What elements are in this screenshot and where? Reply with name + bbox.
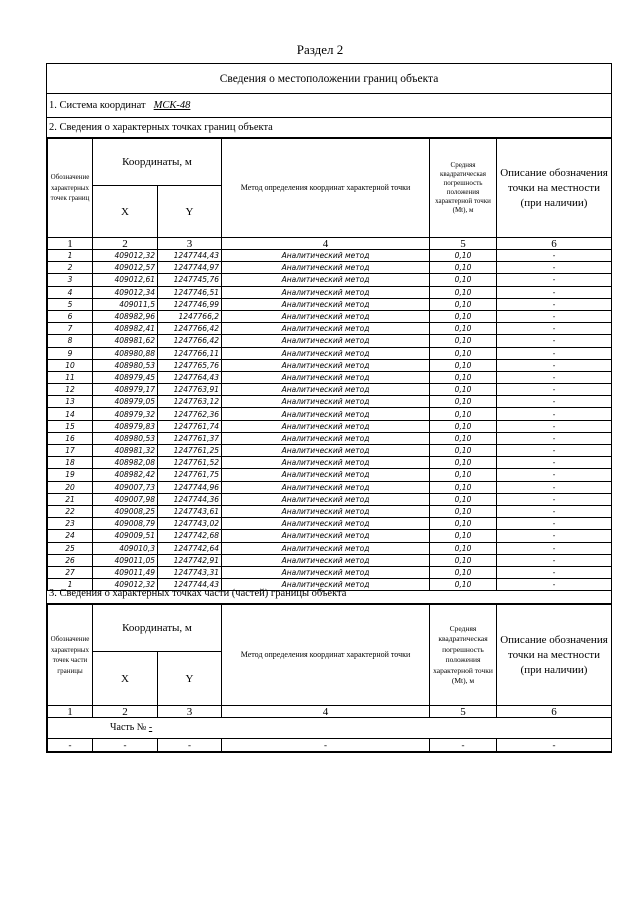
point-id: 19 (48, 469, 93, 481)
point-error: 0,10 (430, 493, 497, 505)
point-x: 409012,57 (93, 262, 158, 274)
point-error: 0,10 (430, 323, 497, 335)
coord-system-value: МСК-48 (153, 100, 191, 111)
point-x: 409007,98 (93, 493, 158, 505)
table-row (48, 335, 612, 347)
point-error: 0,10 (430, 347, 497, 359)
empty-row (48, 739, 612, 752)
point-error: 0,10 (430, 335, 497, 347)
point-method: Аналитический метод (222, 566, 430, 578)
empty-cell: - (48, 739, 93, 752)
column-numbers-row (48, 238, 612, 250)
point-error: 0,10 (430, 566, 497, 578)
point-x: 409011,49 (93, 566, 158, 578)
table-row (48, 493, 612, 505)
point-method: Аналитический метод (222, 250, 430, 262)
part-label: Часть № (110, 722, 147, 733)
empty-cell: - (158, 739, 222, 752)
table-row (48, 518, 612, 530)
point-x: 408979,32 (93, 408, 158, 420)
point-method: Аналитический метод (222, 310, 430, 322)
point-error: 0,10 (430, 396, 497, 408)
point-desc: - (497, 420, 612, 432)
point-x: 409012,34 (93, 286, 158, 298)
points-body (48, 250, 612, 591)
point-desc: - (497, 371, 612, 383)
header-desc: Описание обозначения точки на местности (при наличии) (497, 139, 612, 238)
table-row (48, 469, 612, 481)
point-id: 21 (48, 493, 93, 505)
point-method: Аналитический метод (222, 542, 430, 554)
point-x: 408979,05 (93, 396, 158, 408)
point-id: 7 (48, 323, 93, 335)
point-desc: - (497, 542, 612, 554)
point-error: 0,10 (430, 469, 497, 481)
point-desc: - (497, 469, 612, 481)
point-method: Аналитический метод (222, 347, 430, 359)
point-x: 408980,88 (93, 347, 158, 359)
point-id: 15 (48, 420, 93, 432)
point-method: Аналитический метод (222, 554, 430, 566)
table-row (48, 566, 612, 578)
point-desc: - (497, 250, 612, 262)
point-y: 1247744,43 (158, 579, 222, 591)
point-x: 408982,42 (93, 469, 158, 481)
col-number: 3 (158, 706, 222, 718)
table-row (48, 408, 612, 420)
header3-x: X (93, 652, 158, 706)
point-y: 1247766,42 (158, 335, 222, 347)
point-error: 0,10 (430, 298, 497, 310)
col-number: 1 (48, 706, 93, 718)
point-method: Аналитический метод (222, 579, 430, 591)
point-desc: - (497, 396, 612, 408)
col-number: 2 (93, 706, 158, 718)
header3-y: Y (158, 652, 222, 706)
point-x: 409007,73 (93, 481, 158, 493)
point-x: 409012,32 (93, 579, 158, 591)
point-y: 1247765,76 (158, 359, 222, 371)
col-number: 4 (222, 706, 430, 718)
point-y: 1247742,68 (158, 530, 222, 542)
point-desc: - (497, 408, 612, 420)
point-y: 1247744,97 (158, 262, 222, 274)
point-x: 409008,25 (93, 505, 158, 517)
point-y: 1247764,43 (158, 371, 222, 383)
point-y: 1247743,61 (158, 505, 222, 517)
point-error: 0,10 (430, 505, 497, 517)
point-desc: - (497, 323, 612, 335)
table-row (48, 481, 612, 493)
table-row (48, 310, 612, 322)
point-y: 1247742,64 (158, 542, 222, 554)
part-row (48, 718, 612, 739)
point-method: Аналитический метод (222, 457, 430, 469)
point-x: 409012,61 (93, 274, 158, 286)
point-method: Аналитический метод (222, 530, 430, 542)
point-id: 24 (48, 530, 93, 542)
point-error: 0,10 (430, 408, 497, 420)
point-x: 409009,51 (93, 530, 158, 542)
point-id: 9 (48, 347, 93, 359)
point-error: 0,10 (430, 371, 497, 383)
point-desc: - (497, 505, 612, 517)
point-desc: - (497, 298, 612, 310)
point-method: Аналитический метод (222, 298, 430, 310)
part-cell (48, 718, 612, 739)
point-id: 11 (48, 371, 93, 383)
point-id: 23 (48, 518, 93, 530)
point-method: Аналитический метод (222, 262, 430, 274)
point-desc: - (497, 579, 612, 591)
point-desc: - (497, 347, 612, 359)
table-row (48, 445, 612, 457)
part-points-table (47, 604, 612, 752)
point-id: 5 (48, 298, 93, 310)
point-id: 18 (48, 457, 93, 469)
empty-cell: - (222, 739, 430, 752)
point-y: 1247742,91 (158, 554, 222, 566)
table-row (48, 384, 612, 396)
header3-desc: Описание обозначения точки на местности (при наличии) (497, 605, 612, 706)
point-y: 1247763,12 (158, 396, 222, 408)
point-x: 408981,62 (93, 335, 158, 347)
col-number: 2 (93, 238, 158, 250)
point-y: 1247744,96 (158, 481, 222, 493)
point-method: Аналитический метод (222, 371, 430, 383)
col-number: 6 (497, 238, 612, 250)
header3-coords: Координаты, м (93, 605, 222, 652)
point-error: 0,10 (430, 445, 497, 457)
point-y: 1247745,76 (158, 274, 222, 286)
point-error: 0,10 (430, 310, 497, 322)
table-row (48, 420, 612, 432)
page-title: Раздел 2 (296, 42, 344, 57)
point-desc: - (497, 493, 612, 505)
point-method: Аналитический метод (222, 384, 430, 396)
point-error: 0,10 (430, 274, 497, 286)
point-method: Аналитический метод (222, 420, 430, 432)
point-id: 16 (48, 432, 93, 444)
point-x: 409011,5 (93, 298, 158, 310)
point-id: 1 (48, 579, 93, 591)
point-error: 0,10 (430, 530, 497, 542)
table-row (48, 347, 612, 359)
point-method: Аналитический метод (222, 505, 430, 517)
main-frame (46, 63, 612, 753)
point-error: 0,10 (430, 542, 497, 554)
point-x: 408979,17 (93, 384, 158, 396)
point-error: 0,10 (430, 481, 497, 493)
point-desc: - (497, 335, 612, 347)
point-y: 1247761,25 (158, 445, 222, 457)
column-numbers-row-3 (48, 706, 612, 718)
point-id: 2 (48, 262, 93, 274)
header-error: Средняя квадратическая погрешность положения характерной точки (Mt), м (430, 139, 497, 238)
point-method: Аналитический метод (222, 359, 430, 371)
point-y: 1247761,52 (158, 457, 222, 469)
point-method: Аналитический метод (222, 274, 430, 286)
col-number: 6 (497, 706, 612, 718)
header-coords: Координаты, м (93, 139, 222, 186)
point-desc: - (497, 262, 612, 274)
point-id: 20 (48, 481, 93, 493)
point-error: 0,10 (430, 518, 497, 530)
point-x: 409012,32 (93, 250, 158, 262)
point-desc: - (497, 530, 612, 542)
point-desc: - (497, 554, 612, 566)
point-desc: - (497, 274, 612, 286)
point-error: 0,10 (430, 359, 497, 371)
point-id: 22 (48, 505, 93, 517)
table-row (48, 396, 612, 408)
header-method: Метод определения координат характерной точки (222, 139, 430, 238)
point-method: Аналитический метод (222, 396, 430, 408)
point-y: 1247743,02 (158, 518, 222, 530)
coord-system-label: 1. Система координат (49, 100, 146, 111)
point-error: 0,10 (430, 286, 497, 298)
point-method: Аналитический метод (222, 432, 430, 444)
point-y: 1247744,36 (158, 493, 222, 505)
point-y: 1247766,11 (158, 347, 222, 359)
coord-system-row (47, 94, 611, 118)
point-id: 4 (48, 286, 93, 298)
point-desc: - (497, 310, 612, 322)
header-x: X (93, 186, 158, 238)
point-id: 12 (48, 384, 93, 396)
col-number: 5 (430, 706, 497, 718)
point-error: 0,10 (430, 432, 497, 444)
header-point-name: Обозначение характерных точек границ (48, 139, 93, 238)
point-desc: - (497, 286, 612, 298)
point-error: 0,10 (430, 420, 497, 432)
point-error: 0,10 (430, 262, 497, 274)
point-id: 27 (48, 566, 93, 578)
point-y: 1247761,37 (158, 432, 222, 444)
point-desc: - (497, 518, 612, 530)
table-row (48, 457, 612, 469)
table-row (48, 530, 612, 542)
point-y: 1247744,43 (158, 250, 222, 262)
table-row (48, 505, 612, 517)
point-method: Аналитический метод (222, 445, 430, 457)
point-desc: - (497, 457, 612, 469)
point-x: 408982,96 (93, 310, 158, 322)
table-row (48, 298, 612, 310)
point-id: 17 (48, 445, 93, 457)
part-value: - (148, 722, 153, 733)
point-error: 0,10 (430, 384, 497, 396)
col-number: 1 (48, 238, 93, 250)
point-method: Аналитический метод (222, 493, 430, 505)
empty-cell: - (93, 739, 158, 752)
point-y: 1247761,75 (158, 469, 222, 481)
point-id: 14 (48, 408, 93, 420)
header3-error: Средняя квадратическая погрешность положения характерной точки (Mt), м (430, 605, 497, 706)
point-x: 408982,41 (93, 323, 158, 335)
header3-method: Метод определения координат характерной точки (222, 605, 430, 706)
point-id: 8 (48, 335, 93, 347)
section2-heading: 2. Сведения о характерных точках границ объекта (47, 118, 611, 138)
point-id: 26 (48, 554, 93, 566)
point-id: 6 (48, 310, 93, 322)
point-x: 408981,32 (93, 445, 158, 457)
point-method: Аналитический метод (222, 408, 430, 420)
point-y: 1247762,36 (158, 408, 222, 420)
point-desc: - (497, 432, 612, 444)
col-number: 5 (430, 238, 497, 250)
table-row (48, 250, 612, 262)
point-y: 1247746,51 (158, 286, 222, 298)
point-error: 0,10 (430, 554, 497, 566)
point-method: Аналитический метод (222, 469, 430, 481)
point-id: 1 (48, 250, 93, 262)
table-row (48, 274, 612, 286)
table-row (48, 542, 612, 554)
point-desc: - (497, 384, 612, 396)
col-number: 4 (222, 238, 430, 250)
table-row (48, 371, 612, 383)
point-desc: - (497, 481, 612, 493)
point-x: 408979,83 (93, 420, 158, 432)
point-error: 0,10 (430, 250, 497, 262)
point-x: 408980,53 (93, 432, 158, 444)
point-method: Аналитический метод (222, 286, 430, 298)
point-y: 1247743,31 (158, 566, 222, 578)
point-x: 409010,3 (93, 542, 158, 554)
point-x: 408979,45 (93, 371, 158, 383)
point-y: 1247761,74 (158, 420, 222, 432)
table-row (48, 286, 612, 298)
section3-heading: 3. Сведения о характерных точках части (частей) границы объекта (47, 584, 611, 604)
point-error: 0,10 (430, 579, 497, 591)
point-id: 10 (48, 359, 93, 371)
point-x: 408980,53 (93, 359, 158, 371)
point-desc: - (497, 566, 612, 578)
point-method: Аналитический метод (222, 481, 430, 493)
section-banner: Сведения о местоположении границ объекта (47, 64, 611, 94)
table-row (48, 432, 612, 444)
points-table (47, 138, 612, 591)
empty-cell: - (430, 739, 497, 752)
table-row (48, 359, 612, 371)
table-row (48, 262, 612, 274)
point-y: 1247746,99 (158, 298, 222, 310)
point-x: 409008,79 (93, 518, 158, 530)
point-id: 25 (48, 542, 93, 554)
point-desc: - (497, 359, 612, 371)
point-method: Аналитический метод (222, 335, 430, 347)
empty-cell: - (497, 739, 612, 752)
point-id: 13 (48, 396, 93, 408)
header3-point-name: Обозначение характерных точек части границы (48, 605, 93, 706)
point-x: 409011,05 (93, 554, 158, 566)
col-number: 3 (158, 238, 222, 250)
point-y: 1247766,42 (158, 323, 222, 335)
header-y: Y (158, 186, 222, 238)
point-desc: - (497, 445, 612, 457)
table-row (48, 323, 612, 335)
point-y: 1247766,2 (158, 310, 222, 322)
point-method: Аналитический метод (222, 518, 430, 530)
point-method: Аналитический метод (222, 323, 430, 335)
point-error: 0,10 (430, 457, 497, 469)
point-y: 1247763,91 (158, 384, 222, 396)
point-id: 3 (48, 274, 93, 286)
table-row (48, 554, 612, 566)
point-x: 408982,08 (93, 457, 158, 469)
